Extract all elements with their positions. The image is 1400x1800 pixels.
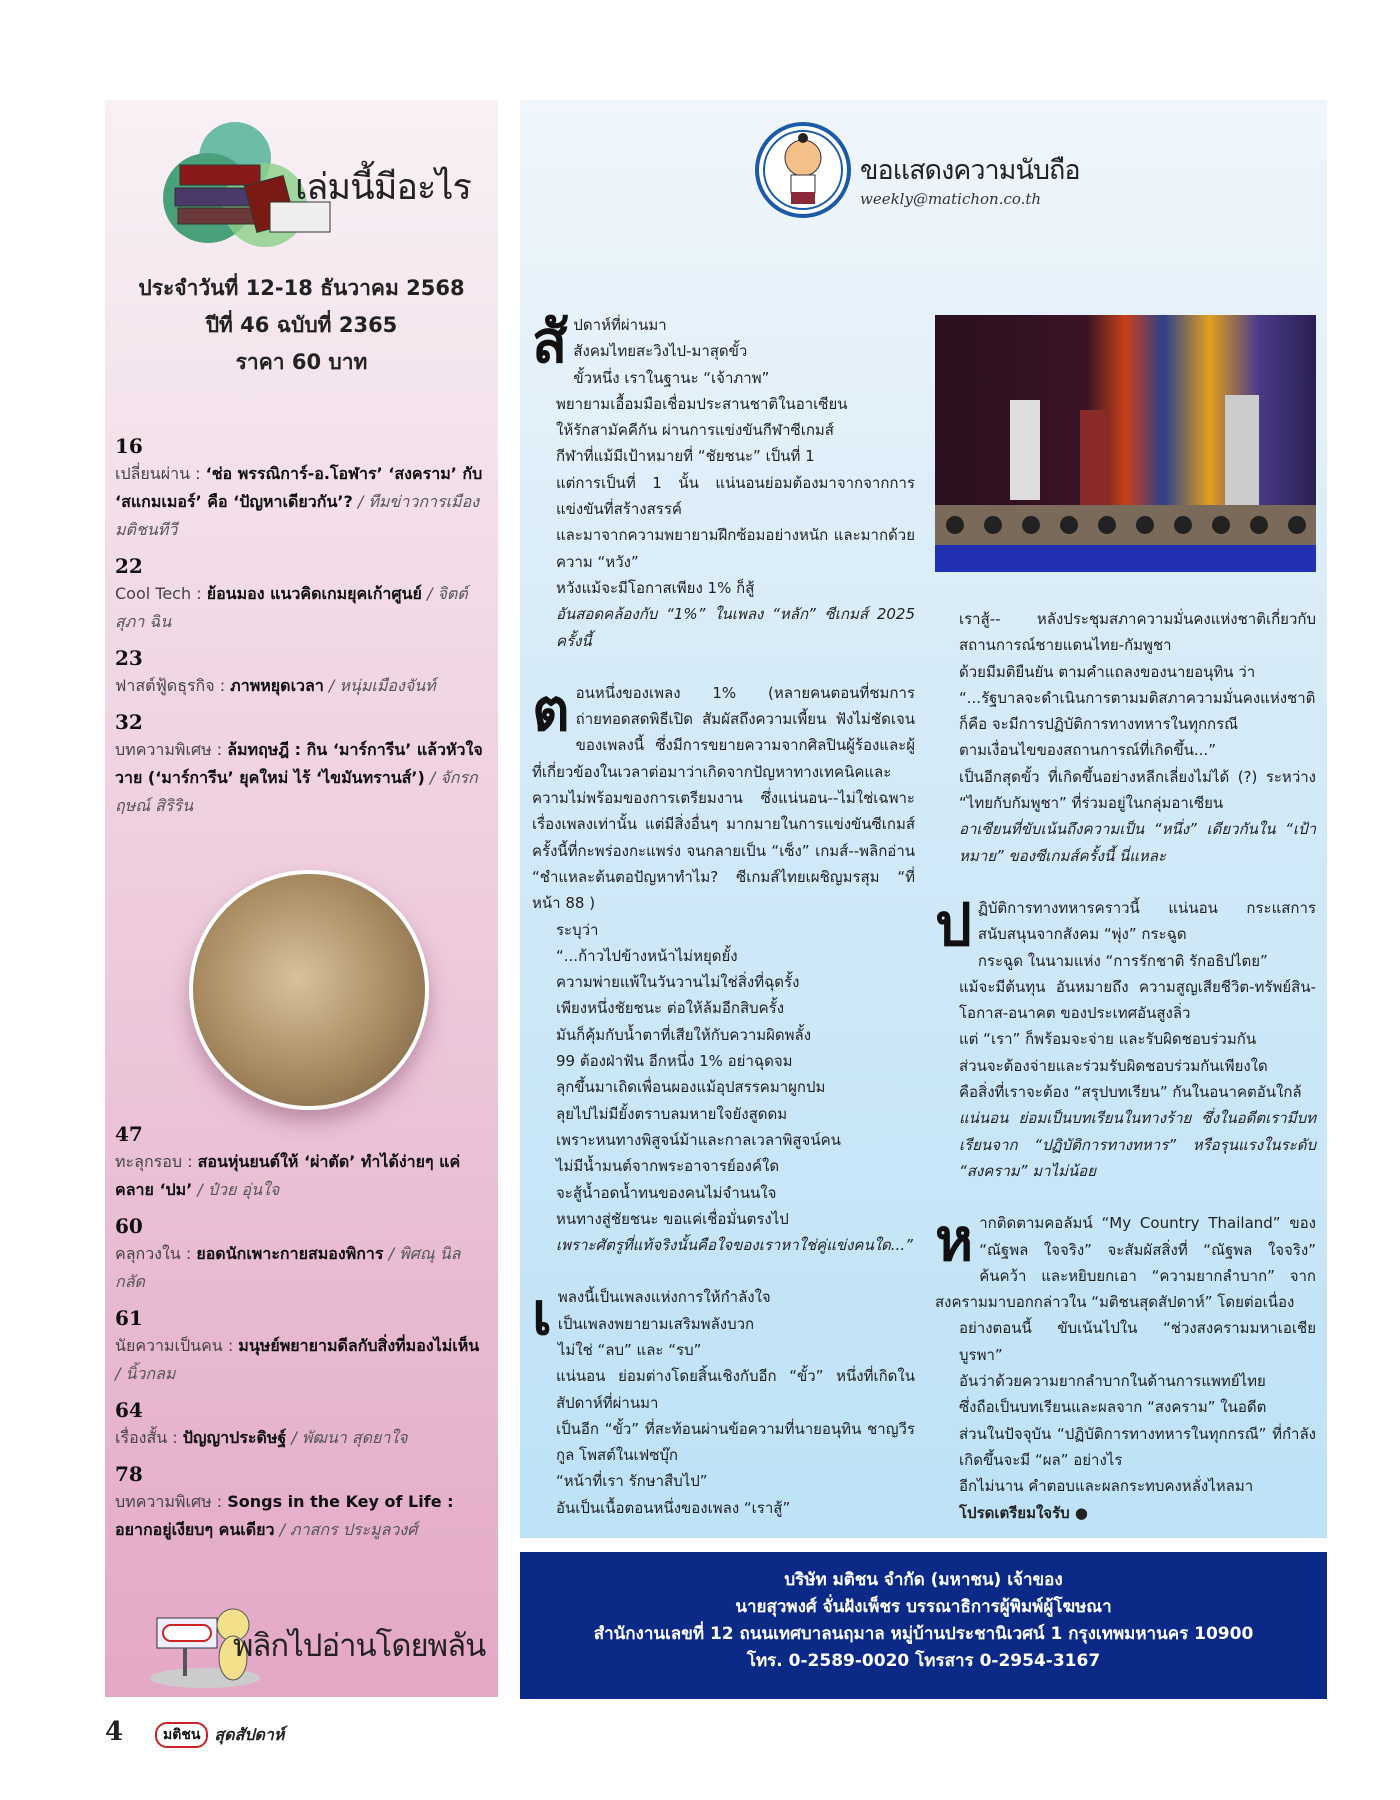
toc-article-title: ‘ช่อ พรรณิการ์-อ.โอฬาร’ ‘สงคราม’ กับ ‘สแกมเมอร์’ คือ ‘ปัญหาเดียวกัน’? xyxy=(115,464,483,511)
toc-author: / จิตต์สุภา ฉิน xyxy=(115,584,468,631)
toc-author: / นิ้วกลม xyxy=(115,1364,176,1383)
paragraph-text: โปรดเตรียมใจรับ ● xyxy=(959,1503,1088,1522)
column-title: ขอแสดงความนับถือ xyxy=(860,155,1080,186)
paragraph-text: เพราะหนทางพิสูจน์ม้าและกาลเวลาพิสูจน์คน xyxy=(556,1130,841,1149)
toc-author: / ทีมข่าวการเมือง มติชนทีวี xyxy=(115,492,480,539)
brand-logo xyxy=(155,1722,284,1748)
toc-author: / หนุ่มเมืองจันท์ xyxy=(323,676,436,695)
article-paragraph xyxy=(532,1074,915,1100)
toc-entry xyxy=(115,1148,488,1204)
article-paragraph xyxy=(532,1127,915,1153)
toc-entry xyxy=(115,1240,488,1296)
article-paragraph xyxy=(935,1053,1316,1079)
paragraph-text: แม้จะมีต้นทุน อันหมายถึง ความสูญเสียชีวิต-ทรัพย์สิน-โอกาส-อนาคต ของประเทศอันสูงลิ่ว xyxy=(959,977,1316,1023)
toc-article-title: สอนหุ่นยนต์ให้ ‘ผ่าตัด’ ทำได้ง่ายๆ แค่คลาย ‘ปม’ xyxy=(115,1152,461,1199)
article-paragraph xyxy=(532,443,915,469)
article-paragraph xyxy=(532,1311,915,1337)
paragraph-text: “...ก้าวไปข้างหน้าไม่หยุดยั้ง xyxy=(556,946,738,965)
paragraph-text: ไม่ใช่ “ลบ” และ “รบ” xyxy=(557,1340,702,1359)
concert-stage-photo xyxy=(935,315,1316,572)
article-paragraph xyxy=(532,338,915,364)
article-column-left xyxy=(532,308,915,1521)
paragraph-text: เพราะศัตรูที่แท้จริงนั้นคือใจของเราหาใช่คู่แข่งคนใด...” xyxy=(556,1236,913,1255)
toc-list-bottom xyxy=(115,1120,488,1552)
toc-section: เรื่องสั้น : xyxy=(115,1428,183,1447)
paragraph-text: อันเป็นเนื้อตอนหนึ่งของเพลง “เราสู้” xyxy=(556,1498,791,1517)
toc-entry xyxy=(115,1424,488,1452)
editorial-panel xyxy=(520,100,1327,1538)
article-paragraph xyxy=(532,675,915,917)
toc-item[interactable] xyxy=(115,1460,488,1544)
article-paragraph xyxy=(935,890,1316,959)
toc-entry xyxy=(115,672,488,700)
paragraph-text: เป็นอีก “ขั้ว” ที่สะท้อนผ่านข้อความที่นายอนุทิน ชาญวีรกูล โพสต์ในเฟซบุ๊ก xyxy=(556,1419,915,1465)
article-paragraph xyxy=(935,737,1316,763)
toc-item[interactable] xyxy=(115,644,488,700)
paragraph-text: จะสู้น้ำอดน้ำทนของคนไม่จำนนใจ xyxy=(556,1183,777,1202)
paragraph-text: ซึ่งถือเป็นบทเรียนและผลจาก “สงคราม” ในอดีต xyxy=(959,1398,1267,1417)
drop-cap: ป xyxy=(935,890,972,959)
flip-to-read-text: พลิกไปอ่านโดยพลัน xyxy=(233,1628,486,1664)
paragraph-text: และมาจากความพยายามฝึกซ้อมอย่างหนัก และมากด้วยความ “หวัง” xyxy=(556,526,915,571)
toc-article-title: ย้อนมอง แนวคิดเกมยุคเก้าศูนย์ xyxy=(206,584,422,603)
footer-owner: บริษัท มติชน จำกัด (มหาชน) เจ้าของ xyxy=(784,1570,1063,1590)
toc-section: นัยความเป็นคน : xyxy=(115,1336,239,1355)
drop-cap: เ xyxy=(532,1280,552,1349)
article-paragraph xyxy=(935,1105,1316,1184)
toc-page-number: 47 xyxy=(115,1122,143,1146)
toc-page-number: 23 xyxy=(115,646,143,670)
article-paragraph xyxy=(532,1048,915,1074)
paragraph-text: พยายามเอื้อมมือเชื่อมประสานชาติในอาเซียน xyxy=(556,394,848,413)
article-paragraph xyxy=(532,943,915,969)
article-paragraph xyxy=(935,1394,1316,1420)
article-paragraph xyxy=(935,974,1316,1027)
toc-section: บทความพิเศษ : xyxy=(115,740,228,759)
issue-price: ราคา 60 บาท xyxy=(235,350,368,374)
toc-article-title: มนุษย์พยายามดีลกับสิ่งที่มองไม่เห็น xyxy=(238,1336,480,1355)
toc-page-number: 64 xyxy=(115,1398,143,1422)
paragraph-text: ตามเงื่อนไขของสถานการณ์ที่เกิดขึ้น...” xyxy=(959,741,1216,760)
article-paragraph xyxy=(532,1363,915,1416)
toc-list-top xyxy=(115,432,488,828)
issue-date: ประจำวันที่ 12-18 ธันวาคม 2568 xyxy=(138,276,465,300)
toc-section: คลุกวงใน : xyxy=(115,1244,197,1263)
paragraph-text: เพียงหนึ่งชัยชนะ ต่อให้ล้มอีกสิบครั้ง xyxy=(556,999,785,1018)
paragraph-spacer xyxy=(532,654,915,680)
paragraph-text: ลุกขึ้นมาเถิดเพื่อนผองแม้อุปสรรคมาผูกปม xyxy=(556,1078,826,1097)
drop-cap: ห xyxy=(935,1206,974,1275)
toc-page-number: 16 xyxy=(115,434,143,458)
article-paragraph xyxy=(532,969,915,995)
article-paragraph xyxy=(532,1206,915,1232)
toc-author: / พิศณุ นิลกลัด xyxy=(115,1244,461,1291)
article-paragraph xyxy=(532,470,915,523)
paragraph-text: ก็คือ จะมีการปฏิบัติการทางทหารในทุกกรณี xyxy=(959,715,1239,734)
article-paragraph xyxy=(532,1468,915,1494)
toc-item[interactable] xyxy=(115,1396,488,1452)
article-paragraph xyxy=(532,1416,915,1469)
article-paragraph xyxy=(532,1232,915,1258)
toc-author: / ป๋วย อุ่นใจ xyxy=(192,1180,280,1199)
toc-page-number: 61 xyxy=(115,1306,143,1330)
article-paragraph xyxy=(532,391,915,417)
paragraph-text: ลุยไปไม่มียั้งตราบลมหายใจยังสูดดม xyxy=(556,1104,788,1123)
toc-item[interactable] xyxy=(115,708,488,820)
brand-sub: สุดสัปดาห์ xyxy=(214,1724,285,1744)
article-paragraph xyxy=(935,1315,1316,1368)
footer-editor: นายสุวพงศ์ จั่นฝังเพ็ชร บรรณาธิการผู้พิมพ์ผู้โฆษณา xyxy=(735,1597,1112,1617)
article-paragraph xyxy=(935,685,1316,711)
paragraph-text: เป็นอีกสุดขั้ว ที่เกิดขึ้นอย่างหลีกเลี่ยงไม่ได้ (?) ระหว่าง “ไทยกับกัมพูชา” ที่ร่วมอยู่ในกลุ่มอาเซียน xyxy=(959,767,1316,813)
paragraph-text: อย่างตอนนี้ ขับเน้นไปใน “ช่วงสงครามมหาเอเชียบูรพา” xyxy=(959,1319,1316,1364)
mascot-logo-icon xyxy=(753,120,853,220)
paragraph-text: หวังแม้จะมีโอกาสเพียง 1% ก็สู้ xyxy=(556,578,755,597)
paragraph-text: ขั้วหนึ่ง เราในฐานะ “เจ้าภาพ” xyxy=(573,368,770,387)
issue-info xyxy=(105,270,498,381)
paragraph-text: แน่นอน ย่อมต่างโดยสิ้นเชิงกับอีก “ขั้ว” หนึ่งที่เกิดในสัปดาห์ที่ผ่านมา xyxy=(556,1367,915,1412)
footer-phone: โทร. 0-2589-0020 โทรสาร 0-2954-3167 xyxy=(746,1651,1101,1671)
toc-section: เปลี่ยนผ่าน : xyxy=(115,464,206,483)
article-paragraph xyxy=(935,1473,1316,1499)
paragraph-text: ระบุว่า xyxy=(556,920,599,939)
paragraph-text: “...รัฐบาลจะดำเนินการตามมติสภาความมั่นคงแห่งชาติ xyxy=(959,688,1316,707)
toc-author: / จักรกฤษณ์ สิริริน xyxy=(115,768,478,815)
article-paragraph xyxy=(532,1495,915,1521)
paragraph-text: แต่การเป็นที่ 1 นั้น แน่นอนย่อมต้องมาจากจากการแข่งขันที่สร้างสรรค์ xyxy=(556,473,915,519)
paragraph-text: ไม่มีน้ำมนต์จากพระอาจารย์องค์ใด xyxy=(556,1157,780,1176)
paragraph-text: แต่ “เรา” ก็พร้อมจะจ่าย และรับผิดชอบร่วมกัน xyxy=(959,1030,1257,1049)
article-paragraph xyxy=(532,417,915,443)
paragraph-spacer xyxy=(532,1258,915,1284)
column-email[interactable]: weekly@matichon.co.th xyxy=(860,190,1042,208)
paragraph-text: ความพ่ายแพ้ในวันวานไม่ใช่สิ่งที่ฉุดรั้ง xyxy=(556,973,800,992)
article-paragraph xyxy=(532,522,915,575)
paragraph-text: อนหนึ่งของเพลง 1% (หลายคนตอนที่ชมการถ่ายทอดสดพิธีเปิด สัมผัสถึงความเพี้ยน ฟังไม่ชัดเจนของเพลงนี้ ซึ่งมีการขยายความจากศิลปินผู้ร้องและผู้ที่เกี่ยวข้องในเวลาต่อมาว่าเกิดจากปัญหาทางเทคนิคและความไม่พร้อมของการเตรียมงาน ซึ่งแน่นอน--ไม่ใช่เฉพาะเรื่องเพลงเท่านั้น แต่มีสิ่งอื่นๆ มากมายในการแข่งขันซีเกมส์ครั้งนี้ที่กะพร่องกะแพร่ง จนกลายเป็น “เซ็ง” เกมส์--พลิกอ่าน “ชำแหละต้นตอปัญหาทำไม? ซีเกมส์ไทยเผชิญมรสุม “ที่หน้า 88 ) xyxy=(532,683,915,913)
article-column-right xyxy=(935,606,1316,1526)
article-paragraph xyxy=(532,1022,915,1048)
paragraph-text: ให้รักสามัคคีกัน ผ่านการแข่งขันกีฬาซีเกมส์ xyxy=(556,421,834,440)
toc-entry xyxy=(115,1332,488,1388)
toc-entry xyxy=(115,1488,488,1544)
article-paragraph xyxy=(935,764,1316,817)
toc-page-number: 60 xyxy=(115,1214,143,1238)
toc-page-number: 22 xyxy=(115,554,143,578)
paragraph-spacer xyxy=(935,1184,1316,1210)
paragraph-text: เราสู้-- หลังประชุมสภาความมั่นคงแห่งชาติเกี่ยวกับสถานการณ์ชายแดนไทย-กัมพูชา xyxy=(959,610,1316,655)
paragraph-text: กระฉูด ในนามแห่ง “การรักชาติ รักอธิปไตย” xyxy=(977,951,1268,970)
toc-section: Cool Tech : xyxy=(115,584,207,603)
article-paragraph xyxy=(935,1079,1316,1105)
paragraph-text: 99 ต้องฝ่าฟัน อีกหนึ่ง 1% อย่าฉุดจม xyxy=(556,1052,793,1071)
toc-article-title: Songs in the Key of Life : อยากอยู่เงียบๆ คนเดียว xyxy=(115,1492,454,1539)
paragraph-text: ด้วยมีมติยืนยัน ตามคำแถลงของนายอนุทิน ว่า xyxy=(959,662,1256,681)
footer-address: สำนักงานเลขที่ 12 ถนนเทศบาลนฤมาล หมู่บ้านประชานิเวศน์ 1 กรุงเทพมหานคร 10900 xyxy=(593,1624,1254,1644)
article-paragraph xyxy=(935,659,1316,685)
paragraph-text: อาเซียนที่ขับเน้นถึงความเป็น “หนึ่ง” เดียวกันใน “เป้าหมาย” ของซีเกมส์ครั้งนี้ นี่แหละ xyxy=(959,820,1316,865)
brand-mark: มติชน xyxy=(155,1722,208,1748)
paragraph-text: ฏิบัติการทางทหารคราวนี้ แน่นอน กระแสการสนับสนุนจากสังคม “พุ่ง” กระฉูด xyxy=(977,898,1316,944)
toc-author: / ภาสกร ประมูลวงศ์ xyxy=(274,1520,418,1539)
article-paragraph xyxy=(935,1500,1316,1526)
article-paragraph xyxy=(935,1421,1316,1474)
article-paragraph xyxy=(935,948,1316,974)
rope-knot-image xyxy=(189,870,429,1110)
toc-section: บทความพิเศษ : xyxy=(115,1492,228,1511)
publisher-footer xyxy=(520,1552,1327,1699)
table-of-contents-panel xyxy=(105,100,498,1697)
paragraph-text: ปดาห์ที่ผ่านมา xyxy=(573,316,667,334)
paragraph-text: อีกไม่นาน คำตอบและผลกระทบคงหลั่งไหลมา xyxy=(959,1477,1254,1496)
toc-entry xyxy=(115,460,488,544)
paragraph-text: กีฬาที่แม้มีเป้าหมายที่ “ชัยชนะ” เป็นที่ 1 xyxy=(556,447,815,466)
toc-title: เล่มนี้มีอะไร xyxy=(295,167,471,208)
article-paragraph xyxy=(532,995,915,1021)
toc-page-number: 32 xyxy=(115,710,143,734)
article-paragraph xyxy=(532,365,915,391)
article-paragraph xyxy=(532,1337,915,1363)
article-paragraph xyxy=(935,606,1316,659)
paragraph-text: อันว่าด้วยความยากลำบากในด้านการแพทย์ไทย xyxy=(959,1372,1266,1391)
article-paragraph xyxy=(935,1368,1316,1394)
article-paragraph xyxy=(532,917,915,943)
paragraph-text: “หน้าที่เรา รักษาสืบไป” xyxy=(556,1472,708,1491)
paragraph-text: มันก็คุ้มกับน้ำตาที่เสียให้กับความผิดพลั้ง xyxy=(556,1025,812,1044)
paragraph-text: หนทางสู่ชัยชนะ ขอแค่เชื่อมั่นตรงไป xyxy=(556,1209,789,1228)
toc-item[interactable] xyxy=(115,552,488,636)
paragraph-text: อันสอดคล้องกับ “1%” ในเพลง “หลัก” ซีเกมส์ 2025 ครั้งนี้ xyxy=(556,605,915,650)
toc-item[interactable] xyxy=(115,432,488,544)
toc-author: / พัฒนา สุดยาใจ xyxy=(286,1428,408,1447)
article-paragraph xyxy=(532,601,915,654)
paragraph-text: ส่วนในปัจจุบัน “ปฏิบัติการทางทหารในทุกกรณี” ที่กำลังเกิดขึ้นจะมี “ผล” อย่างไร xyxy=(959,1424,1316,1469)
paragraph-text: สังคมไทยสะวิงไป-มาสุดขั้ว xyxy=(573,342,748,361)
paragraph-text: คือสิ่งที่เราจะต้อง “สรุปบทเรียน” กันในอนาคตอันใกล้ xyxy=(959,1083,1302,1102)
paragraph-text: ากติดตามคอลัมน์ “My Country Thailand” ของ “ณัฐพล ใจจริง” จะสัมผัสสิ่งที่ “ณัฐพล ใจจริง” ค้นคว้า และหยิบยกเอา “ความยากลำบาก” จากสงครามมาบอกกล่าวใน “มติชนสุดสัปดาห์” โดยต่อเนื่อง xyxy=(935,1214,1316,1312)
article-paragraph xyxy=(532,1101,915,1127)
article-paragraph xyxy=(935,1026,1316,1052)
toc-article-title: ล้มทฤษฎี : กิน ‘มาร์การีน’ แล้วหัวใจวาย (‘มาร์การีน’ ยุคใหม่ ไร้ ‘ไขมันทรานส์’) xyxy=(115,740,483,787)
drop-cap: สั xyxy=(532,308,568,376)
toc-section: ฟาสต์ฟู้ดธุรกิจ : xyxy=(115,676,231,695)
toc-article-title: ภาพหยุดเวลา xyxy=(230,676,324,695)
paragraph-spacer xyxy=(935,869,1316,895)
toc-item[interactable] xyxy=(115,1120,488,1204)
toc-article-title: ปัญญาประดิษฐ์ xyxy=(182,1428,287,1447)
paragraph-text: ส่วนจะต้องจ่ายและร่วมรับผิดชอบร่วมกันเพียงใด xyxy=(959,1056,1268,1075)
article-paragraph xyxy=(532,1153,915,1179)
toc-item[interactable] xyxy=(115,1304,488,1388)
toc-article-title: ยอดนักเพาะกายสมองพิการ xyxy=(196,1244,384,1263)
article-paragraph xyxy=(532,1180,915,1206)
paragraph-text: เป็นเพลงพยายามเสริมพลังบวก xyxy=(557,1314,755,1333)
toc-entry xyxy=(115,580,488,636)
paragraph-text: แน่นอน ย่อมเป็นบทเรียนในทางร้าย ซึ่งในอดีตเรามีบทเรียนจาก “ปฏิบัติการทางทหาร” หรือรุนแรงในระดับ “สงคราม” มาไม่น้อย xyxy=(959,1109,1316,1180)
article-paragraph xyxy=(532,575,915,601)
toc-item[interactable] xyxy=(115,1212,488,1296)
article-paragraph xyxy=(935,816,1316,869)
page-number: 4 xyxy=(105,1717,124,1747)
toc-page-number: 78 xyxy=(115,1462,143,1486)
issue-number: ปีที่ 46 ฉบับที่ 2365 xyxy=(205,313,398,337)
toc-section: ทะลุกรอบ : xyxy=(115,1152,198,1171)
article-paragraph xyxy=(935,711,1316,737)
article-paragraph xyxy=(935,1206,1316,1315)
drop-cap: ต xyxy=(532,675,570,744)
paragraph-text: พลงนี้เป็นเพลงแห่งการให้กำลังใจ xyxy=(557,1288,771,1307)
toc-entry xyxy=(115,736,488,820)
